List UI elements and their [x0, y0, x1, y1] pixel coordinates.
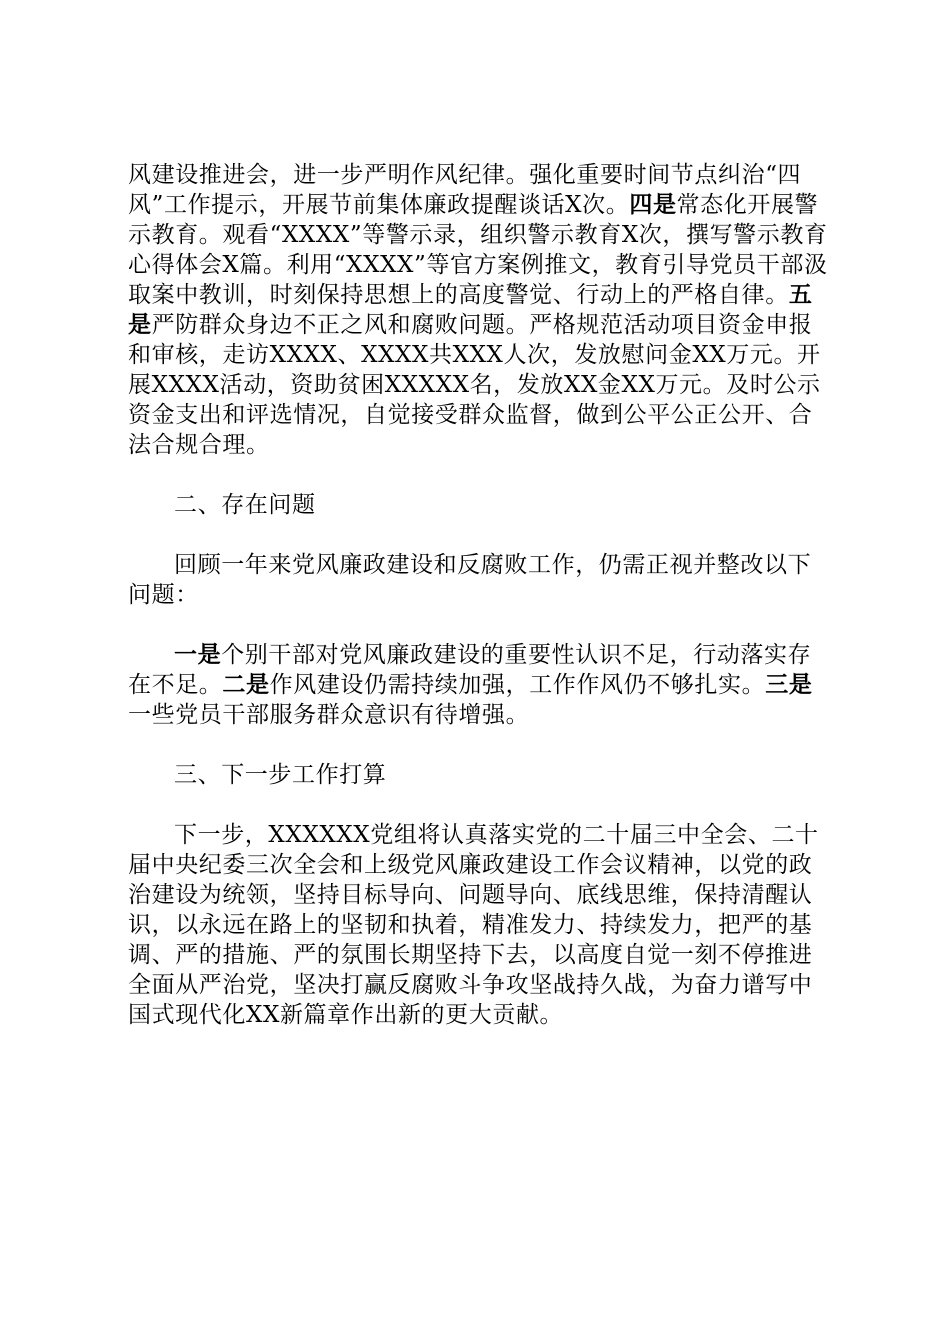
paragraph-text: 常态化开展警示教育。观看“XXXX”等警示录，组织警示教育X次，撰写警示教育心得体会X篇。利用“XXXX”等官方案例推文，教育引导党员干部汲取案中教训，时刻保持思想上的高度警觉、行动上的严格自律。	[128, 192, 828, 308]
bold-marker-one: 一是	[174, 641, 222, 668]
paragraph-problems-list	[128, 640, 828, 730]
paragraph-next-steps: 下一步，XXXXXX党组将认真落实党的二十届三中全会、二十届中央纪委三次全会和上级党风廉政建设工作会议精神，以党的政治建设为统领，坚持目标导向、问题导向、底线思维，保持清醒认识，以永远在路上的坚韧和执着，精准发力、持续发力，把严的基调、严的措施、严的氛围长期坚持下去，以高度自觉一刻不停推进全面从严治党，坚决打赢反腐败斗争攻坚战持久战，为奋力谱写中国式现代化XX新篇章作出新的更大贡献。	[128, 822, 819, 1028]
paragraph-text: 作风建设仍需持续加强，工作作风仍不够扎实。	[269, 672, 766, 698]
bold-marker-three: 三是	[765, 671, 813, 698]
paragraph-text: 个别干部对党风廉政建设的重要性认识不足，行动落实存在不足。	[128, 642, 812, 698]
paragraph-text: 风建设推进会，进一步严明作风纪律。强化重要时间节点纠治“四风”工作提示，开展节前集体廉政提醒谈话X次。	[128, 162, 802, 218]
bold-marker-four: 四是	[629, 191, 677, 218]
section-heading-next-steps: 三、下一步工作打算	[174, 762, 387, 788]
bold-marker-two: 二是	[222, 671, 270, 698]
paragraph-text: 严防群众身边不正之风和腐败问题。严格规范活动项目资金申报和审核，走访XXXX、XXXX共XXX人次，发放慰问金XX万元。开展XXXX活动，资助贫困XXXXX名，发放XX金XX万元。及时公示资金支出和评选情况，自觉接受群众监督，做到公平公正公开、合法合规合理。	[128, 312, 821, 458]
paragraph-problems-intro: 回顾一年来党风廉政建设和反腐败工作，仍需正视并整改以下问题：	[128, 552, 812, 608]
paragraph-achievements-continued	[128, 160, 828, 460]
section-heading-problems: 二、存在问题	[174, 492, 316, 518]
paragraph-text: 一些党员干部服务群众意识有待增强。	[128, 702, 530, 728]
document-body	[128, 160, 828, 1030]
bold-marker-five: 五是	[128, 281, 813, 338]
